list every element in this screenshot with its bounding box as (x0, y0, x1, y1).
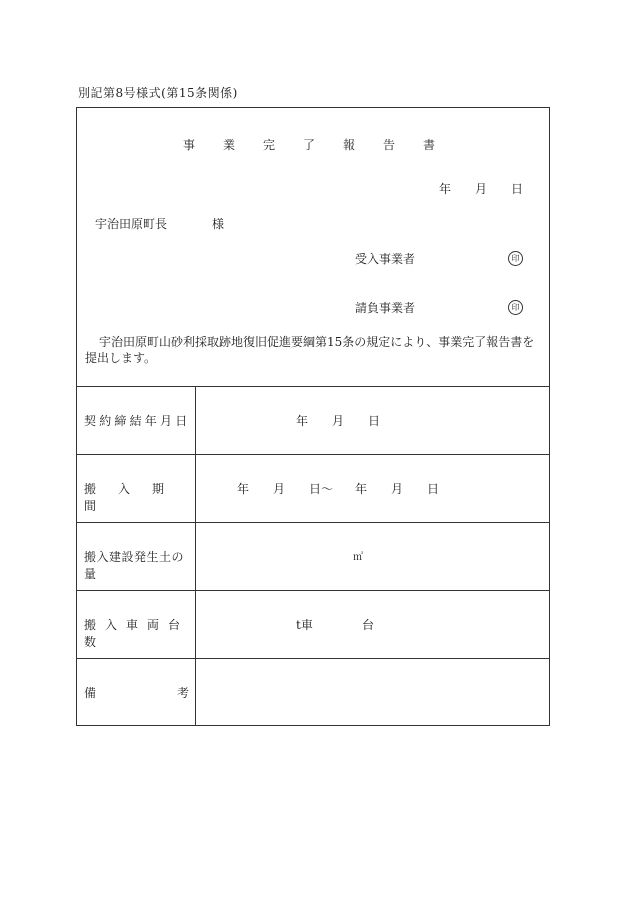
contract-day: 日 (368, 414, 381, 428)
seal-mark: 印 (508, 251, 523, 266)
date-month: 月 (475, 182, 488, 196)
count-unit: 台 (362, 618, 375, 632)
accepting-operator-label: 受入事業者 (355, 252, 416, 266)
soil-volume-row (77, 522, 549, 591)
period-end-day: 日 (427, 482, 440, 496)
label-cell (77, 454, 196, 522)
form-title: 事 業 完 了 報 告 書 (182, 138, 443, 152)
contract-date-label: 契約締結年月日 (84, 414, 191, 428)
remarks-row (77, 658, 549, 725)
addressee: 宇治田原町長 (95, 217, 168, 231)
label-cell (77, 658, 196, 725)
vehicle-count-row (77, 590, 549, 659)
remarks-label-first: 備 (84, 686, 97, 700)
form-header-section (77, 108, 549, 387)
date-year: 年 (439, 182, 452, 196)
period-start-year: 年 (237, 482, 250, 496)
label-cell (77, 590, 196, 658)
contract-year: 年 (296, 414, 309, 428)
ton-unit: t車 (296, 618, 313, 632)
report-form (76, 107, 550, 726)
remarks-label-second: 考 (177, 686, 190, 700)
period-end-month: 月 (391, 482, 404, 496)
label-cell (77, 522, 196, 590)
soil-volume-label: 搬入建設発生土の量 (84, 550, 185, 581)
contract-month: 月 (332, 414, 345, 428)
volume-unit: ㎥ (353, 552, 363, 563)
honorific: 様 (212, 217, 225, 231)
date-day: 日 (511, 182, 524, 196)
vehicle-count-label: 搬入車両台数 (84, 618, 190, 649)
form-reference: 別記第8号様式(第15条関係) (78, 86, 238, 100)
delivery-period-label: 搬入期間 (84, 482, 187, 513)
label-cell (77, 386, 196, 454)
period-start-month: 月 (273, 482, 286, 496)
seal-mark: 印 (508, 300, 523, 315)
report-statement: 宇治田原町山砂利採取跡地復旧促進要綱第15条の規定により、事業完了報告書を提出します。 (85, 335, 535, 365)
contract-date-row (77, 386, 549, 455)
period-end-year: 年 (355, 482, 368, 496)
period-start-day: 日〜 (309, 482, 334, 496)
delivery-period-row (77, 454, 549, 523)
contractor-label: 請負事業者 (355, 301, 416, 315)
